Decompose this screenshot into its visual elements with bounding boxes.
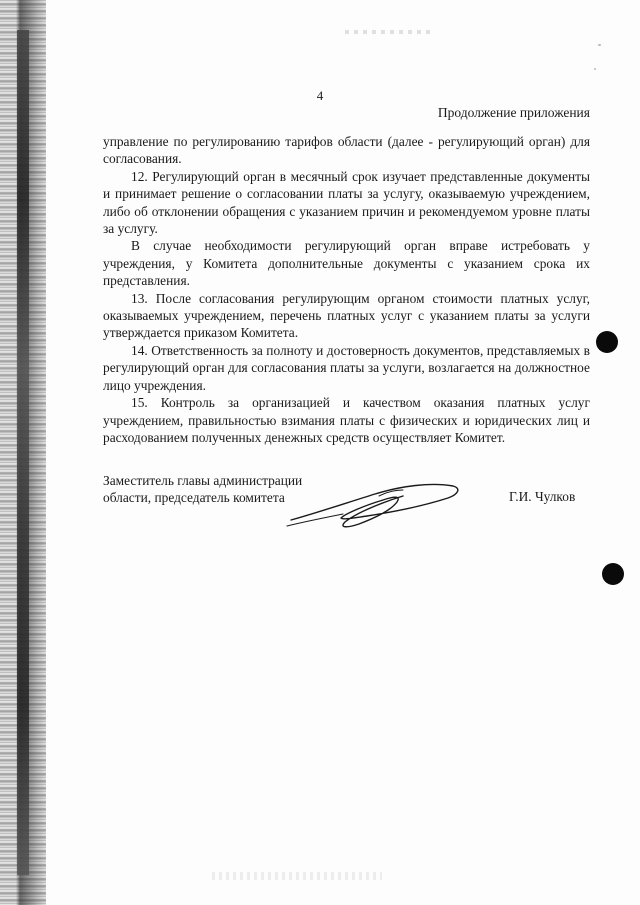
- signer-name: Г.И. Чулков: [509, 489, 576, 504]
- paragraph: В случае необходимости регулирующий орган вправе истребовать у учреждения, у Комитета дополнительные документы с указанием срока их представления.: [103, 238, 590, 289]
- document-body: [103, 133, 590, 446]
- scan-noise: [345, 30, 435, 34]
- punch-hole: [602, 563, 624, 585]
- handwritten-signature: [283, 474, 463, 532]
- scan-speck: [594, 68, 596, 70]
- paragraph: 13. После согласования регулирующим органом стоимости платных услуг, оказываемых учреждением, перечень платных услуг с указанием платы за услуги утверждается приказом Комитета.: [103, 290, 590, 341]
- scan-speck: [598, 44, 601, 46]
- paragraph: управление по регулированию тарифов области (далее - регулирующий орган) для согласования.: [103, 134, 590, 167]
- scan-noise: [212, 872, 382, 880]
- scan-binding-shadow: [17, 30, 29, 875]
- paragraph: 15. Контроль за организацией и качеством оказания платных услуг учреждением, правильностью взимания платы с физических и юридических лиц и расходованием полученных денежных средств осуществляет Комитет.: [103, 395, 590, 445]
- appendix-continuation-label: Продолжение приложения: [437, 105, 590, 120]
- signature-block: [103, 472, 302, 507]
- paragraph: 12. Регулирующий орган в месячный срок изучает представленные документы и принимает решение о согласовании платы за услугу, оказываемую учреждением, либо об отклонении обращения с указанием причин и рекомендуемом уровне платы за услугу.: [103, 168, 590, 237]
- signer-position-line-1: Заместитель главы администрации: [103, 473, 303, 488]
- paragraph: 14. Ответственность за полноту и достоверность документов, представляемых в регулирующий орган для согласования платы за услуги, возлагается на должностное лицо учреждения.: [103, 342, 590, 393]
- page-number: 4: [316, 88, 324, 103]
- punch-hole: [596, 331, 618, 353]
- signer-position-line-2: области, председатель комитета: [103, 490, 285, 506]
